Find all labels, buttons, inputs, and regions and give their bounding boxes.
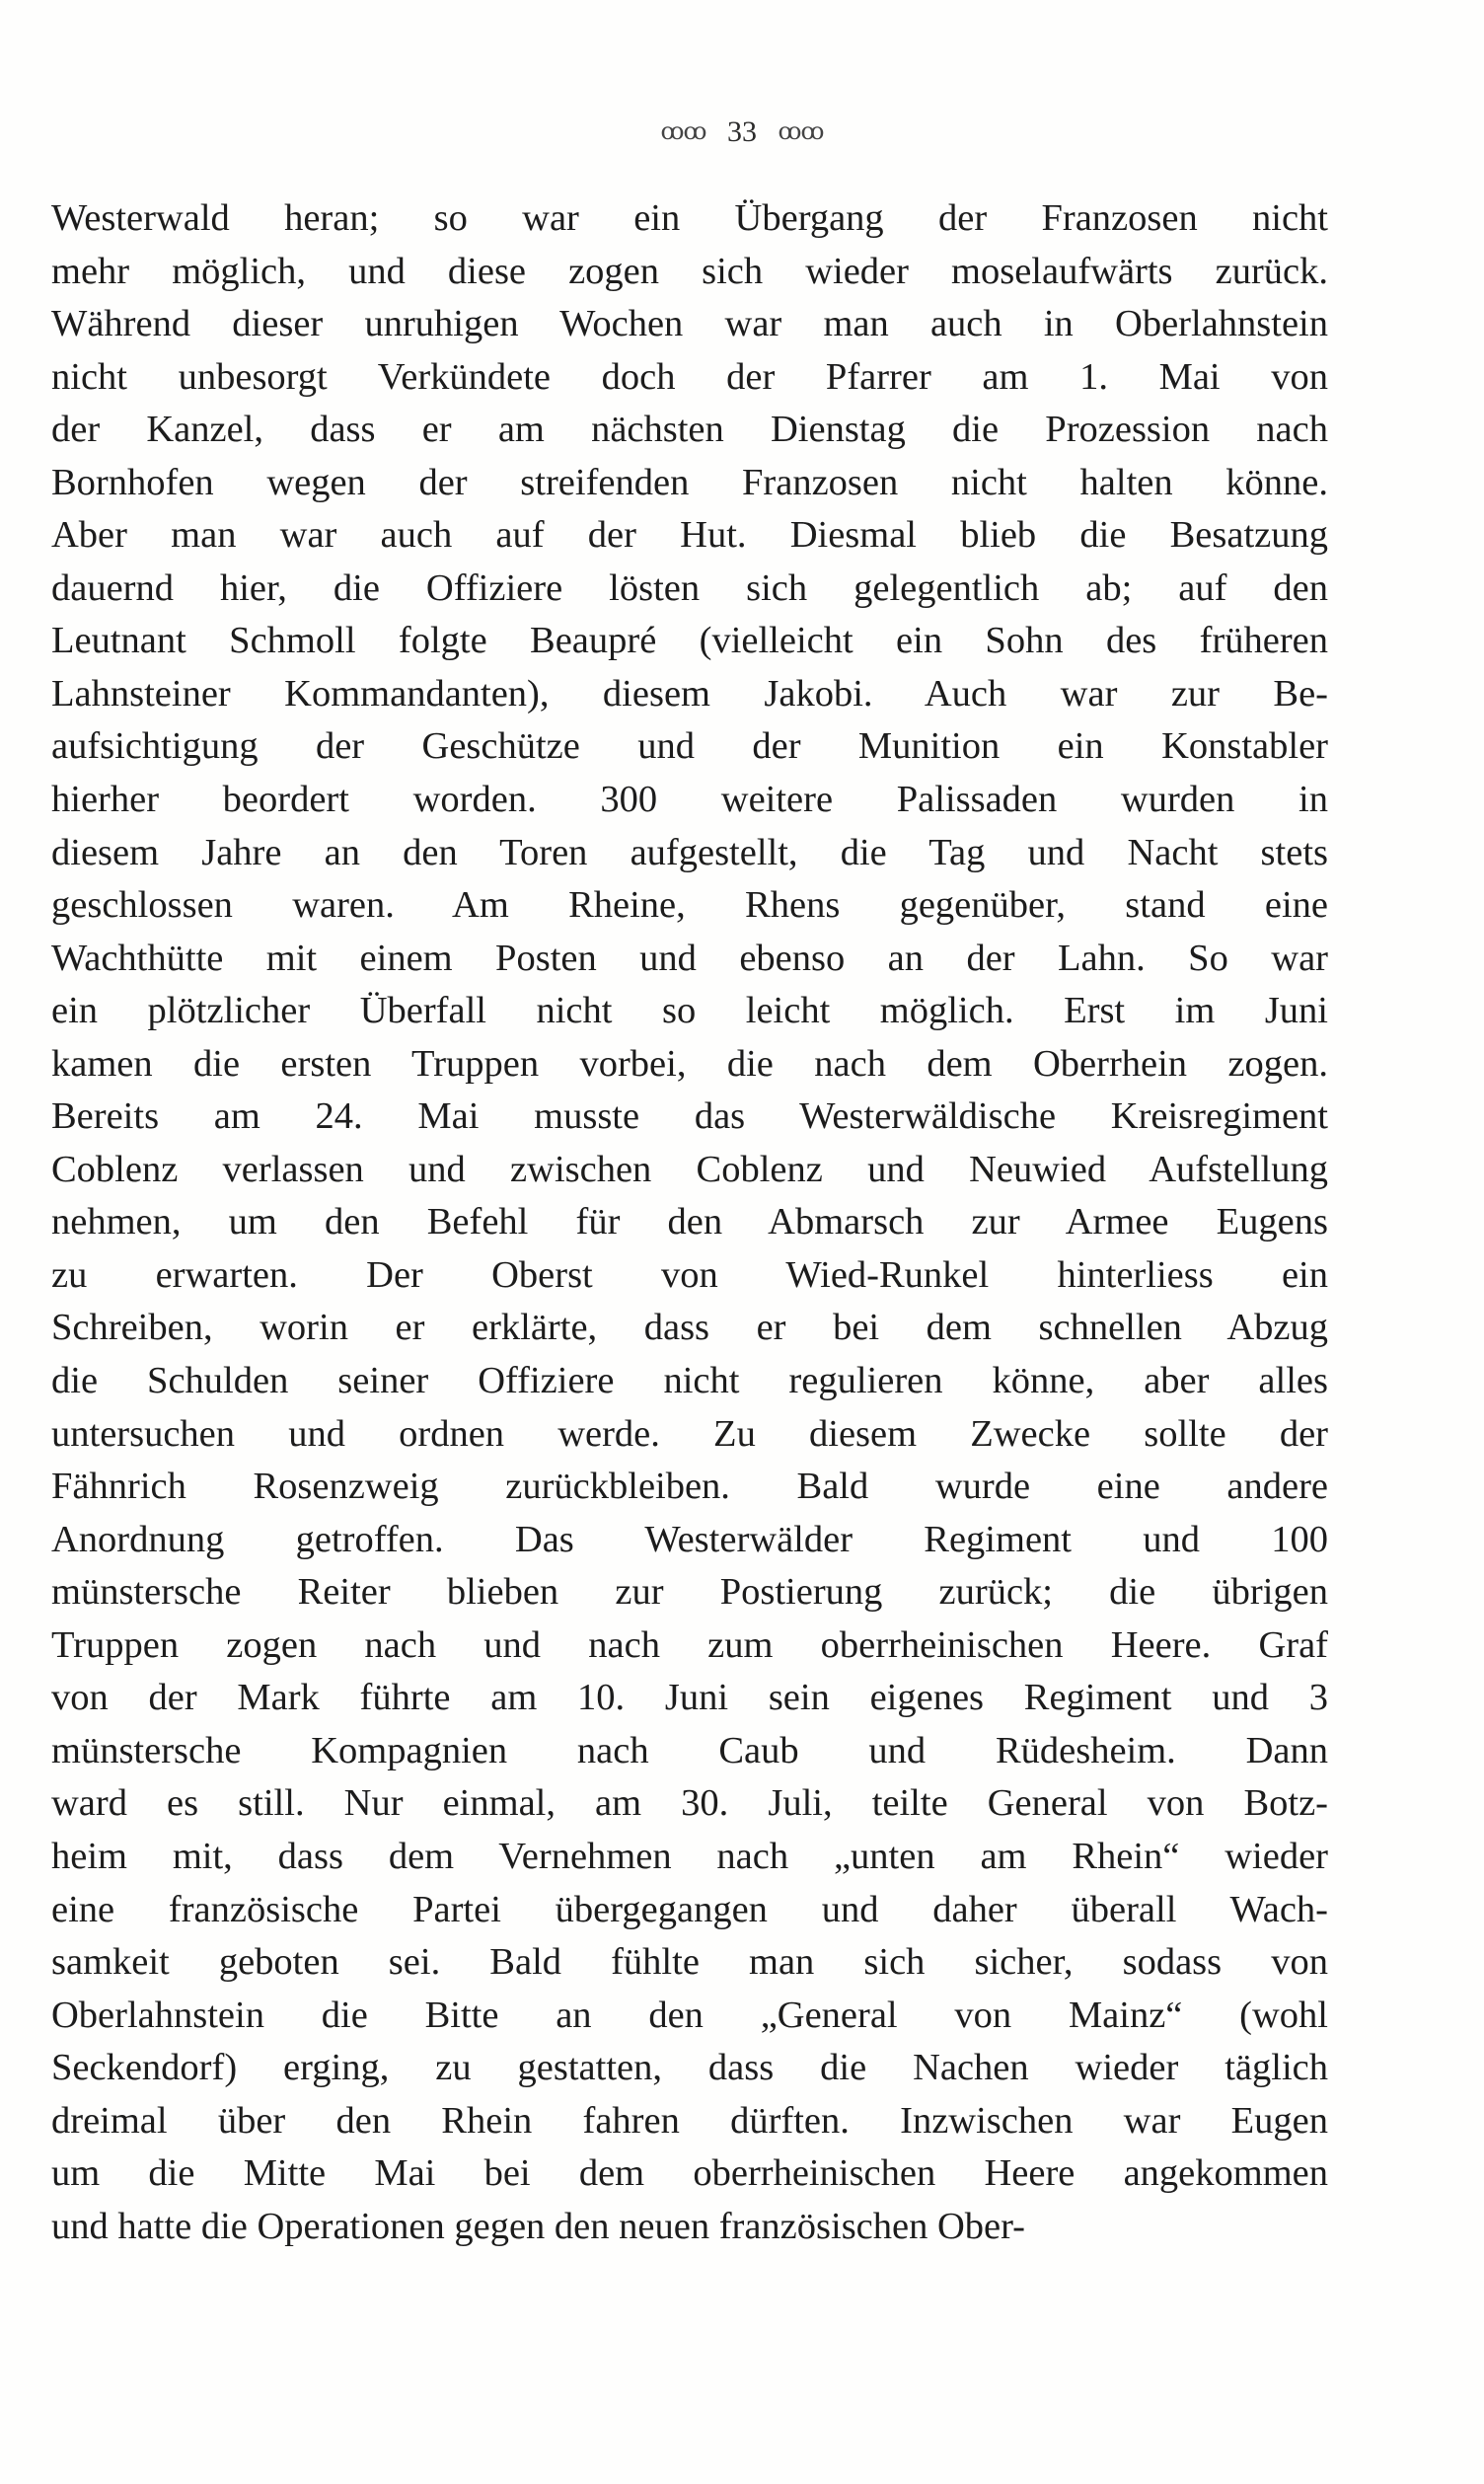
text-line: ward es still. Nur einmal, am 30. Juli, teilte General von Botz-	[51, 1782, 1328, 1825]
body-text	[51, 192, 1328, 2253]
text-line: kamen die ersten Truppen vorbei, die nach dem Oberrhein zogen.	[51, 1042, 1328, 1085]
text-line: nicht unbesorgt Verkündete doch der Pfarrer am 1. Mai von	[51, 355, 1328, 398]
text-line: Truppen zogen nach und nach zum oberrheinischen Heere. Graf	[51, 1623, 1328, 1666]
text-line: Bereits am 24. Mai musste das Westerwäldische Kreisregiment	[51, 1095, 1328, 1138]
text-line: Aber man war auch auf der Hut. Diesmal blieb die Besatzung	[51, 514, 1328, 557]
text-line: der Kanzel, dass er am nächsten Dienstag die Prozession nach	[51, 409, 1328, 451]
text-line: heim mit, dass dem Vernehmen nach „unten am Rhein“ wieder	[51, 1835, 1328, 1877]
text-line: Bornhofen wegen der streifenden Franzosen nicht halten könne.	[51, 461, 1328, 503]
text-line: Wachthütte mit einem Posten und ebenso an der Lahn. So war	[51, 937, 1328, 979]
ornament-left-icon: ꝏꝏ	[660, 119, 706, 146]
text-line: Seckendorf) erging, zu gestatten, dass die Nachen wieder täglich	[51, 2047, 1328, 2089]
text-line: münstersche Kompagnien nach Caub und Rüdesheim. Dann	[51, 1729, 1328, 1771]
ornament-right-icon: ꝏꝏ	[778, 119, 824, 146]
text-line: dreimal über den Rhein fahren dürften. Inzwischen war Eugen	[51, 2099, 1328, 2142]
text-line: eine französische Partei übergegangen und daher überall Wach-	[51, 1888, 1328, 1930]
text-line: geschlossen waren. Am Rheine, Rhens gegenüber, stand eine	[51, 884, 1328, 927]
text-line: um die Mitte Mai bei dem oberrheinischen Heere angekommen	[51, 2152, 1328, 2195]
text-line: dauernd hier, die Offiziere lösten sich gelegentlich ab; auf den	[51, 566, 1328, 609]
text-line: und hatte die Operationen gegen den neuen französischen Ober-	[51, 2205, 1025, 2247]
text-line: von der Mark führte am 10. Juni sein eigenes Regiment und 3	[51, 1677, 1328, 1719]
text-line: Während dieser unruhigen Wochen war man auch in Oberlahnstein	[51, 303, 1328, 345]
text-line: nehmen, um den Befehl für den Abmarsch zur Armee Eugens	[51, 1201, 1328, 1243]
text-line: Anordnung getroffen. Das Westerwälder Regiment und 100	[51, 1518, 1328, 1560]
text-line: die Schulden seiner Offiziere nicht regulieren könne, aber alles	[51, 1360, 1328, 1402]
text-line: Westerwald heran; so war ein Übergang der Franzosen nicht	[51, 197, 1328, 239]
text-line: münstersche Reiter blieben zur Postierung zurück; die übrigen	[51, 1571, 1328, 1614]
text-line: Schreiben, worin er erklärte, dass er bei dem schnellen Abzug	[51, 1307, 1328, 1349]
text-line: Fähnrich Rosenzweig zurückbleiben. Bald wurde eine andere	[51, 1466, 1328, 1508]
text-line: zu erwarten. Der Oberst von Wied-Runkel hinterliess ein	[51, 1253, 1328, 1296]
text-line: ein plötzlicher Überfall nicht so leicht möglich. Erst im Juni	[51, 990, 1328, 1032]
text-line: Oberlahnstein die Bitte an den „General von Mainz“ (wohl	[51, 1994, 1328, 2036]
text-line: Lahnsteiner Kommandanten), diesem Jakobi. Auch war zur Be-	[51, 672, 1328, 715]
text-line: diesem Jahre an den Toren aufgestellt, die Tag und Nacht stets	[51, 831, 1328, 873]
text-line: samkeit geboten sei. Bald fühlte man sich sicher, sodass von	[51, 1941, 1328, 1984]
text-line: mehr möglich, und diese zogen sich wieder moselaufwärts zurück.	[51, 250, 1328, 292]
text-line: Leutnant Schmoll folgte Beaupré (vielleicht ein Sohn des früheren	[51, 620, 1328, 662]
text-line: Coblenz verlassen und zwischen Coblenz und Neuwied Aufstellung	[51, 1148, 1328, 1190]
page-header	[0, 111, 1484, 152]
text-line: hierher beordert worden. 300 weitere Palissaden wurden in	[51, 779, 1328, 821]
page-number: 33	[727, 115, 757, 149]
text-line: untersuchen und ordnen werde. Zu diesem Zwecke sollte der	[51, 1412, 1328, 1455]
text-line: aufsichtigung der Geschütze und der Munition ein Konstabler	[51, 725, 1328, 768]
